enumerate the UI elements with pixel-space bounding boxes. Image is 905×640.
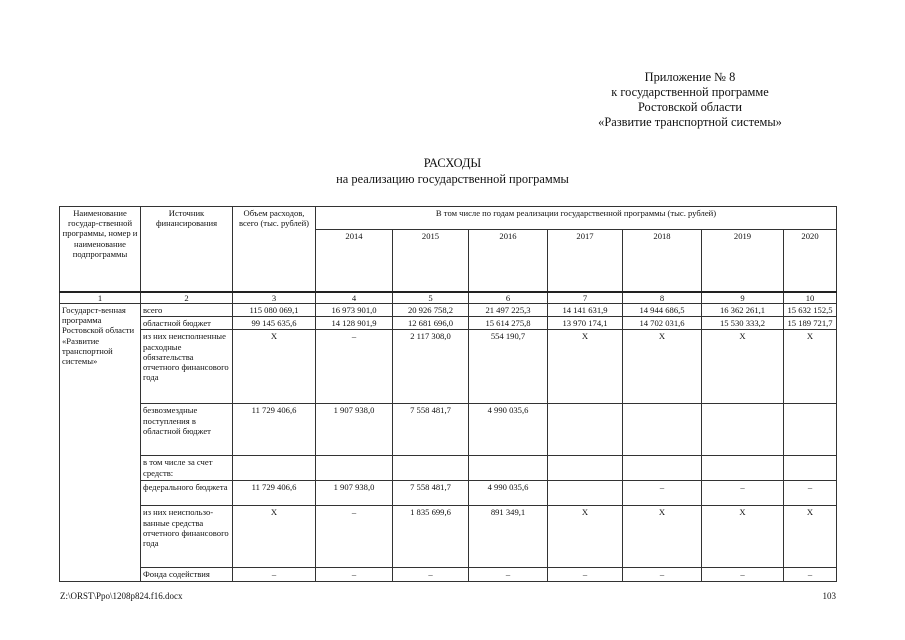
value-cell: 12 681 696,0 (393, 317, 469, 330)
value-cell: 99 145 635,6 (233, 317, 316, 330)
value-cell (393, 456, 469, 481)
table-row (60, 330, 837, 404)
value-cell: 15 632 152,5 (784, 304, 837, 317)
value-cell (623, 404, 702, 456)
value-cell (623, 456, 702, 481)
value-cell: – (702, 481, 784, 506)
value-cell: 11 729 406,6 (233, 481, 316, 506)
header-total: Объем расходов, всего (тыс. рублей) (233, 207, 316, 293)
value-cell: – (784, 568, 837, 581)
value-cell: X (702, 330, 784, 404)
value-cell (548, 404, 623, 456)
document-subtitle: на реализацию государственной программы (336, 172, 569, 186)
value-cell: X (623, 506, 702, 568)
value-cell: – (316, 506, 393, 568)
header-program-name: Наименование государ-ственной программы, номер и наименование подпрограммы (60, 207, 141, 293)
value-cell: X (548, 506, 623, 568)
footer-file-path: Z:\ORST\Ppo\1208p824.f16.docx (60, 591, 183, 601)
value-cell: 16 973 901,0 (316, 304, 393, 317)
value-cell: 4 990 035,6 (469, 481, 548, 506)
value-cell: 1 907 938,0 (316, 404, 393, 456)
appendix-header (550, 70, 830, 130)
value-cell: – (233, 568, 316, 581)
value-cell: – (393, 568, 469, 581)
header-year: 2019 (702, 230, 784, 293)
table-row (60, 481, 837, 506)
source-cell: из них неисполненные расходные обязательства отчетного финансового года (141, 330, 233, 404)
value-cell (702, 404, 784, 456)
header-years-group: В том числе по годам реализации государственной программы (тыс. рублей) (316, 207, 837, 230)
column-index: 7 (548, 292, 623, 304)
value-cell: 13 970 174,1 (548, 317, 623, 330)
value-cell (784, 404, 837, 456)
column-index: 5 (393, 292, 469, 304)
value-cell: X (233, 506, 316, 568)
value-cell: 15 614 275,8 (469, 317, 548, 330)
value-cell (784, 456, 837, 481)
appendix-line-4: «Развитие транспортной системы» (598, 115, 782, 129)
document-title: РАСХОДЫ (423, 156, 482, 170)
value-cell: – (469, 568, 548, 581)
value-cell: 15 530 333,2 (702, 317, 784, 330)
value-cell: 11 729 406,6 (233, 404, 316, 456)
header-year: 2018 (623, 230, 702, 293)
source-cell: безвозмездные поступления в областной бюджет (141, 404, 233, 456)
table-row (60, 506, 837, 568)
footer-page-number: 103 (822, 591, 836, 601)
value-cell (548, 481, 623, 506)
table-row (60, 568, 837, 581)
header-row-1 (60, 207, 837, 230)
value-cell (702, 456, 784, 481)
appendix-line-3: Ростовской области (637, 100, 743, 114)
column-index: 9 (702, 292, 784, 304)
value-cell: 1 907 938,0 (316, 481, 393, 506)
value-cell: 1 835 699,6 (393, 506, 469, 568)
column-index: 3 (233, 292, 316, 304)
value-cell (316, 456, 393, 481)
value-cell: X (623, 330, 702, 404)
header-year: 2016 (469, 230, 548, 293)
column-index: 2 (141, 292, 233, 304)
column-index: 1 (60, 292, 141, 304)
value-cell: 21 497 225,3 (469, 304, 548, 317)
source-cell: из них неиспользо-ванные средства отчетного финансового года (141, 506, 233, 568)
value-cell: – (316, 330, 393, 404)
value-cell: 14 944 686,5 (623, 304, 702, 317)
source-cell: федерального бюджета (141, 481, 233, 506)
program-name-cell: Государст-венная программа Ростовской области «Развитие транспортной системы» (60, 304, 141, 582)
column-index: 10 (784, 292, 837, 304)
value-cell: 14 702 031,6 (623, 317, 702, 330)
value-cell: 15 189 721,7 (784, 317, 837, 330)
value-cell: X (784, 506, 837, 568)
value-cell: X (548, 330, 623, 404)
value-cell: 115 080 069,1 (233, 304, 316, 317)
value-cell: – (702, 568, 784, 581)
value-cell: 14 128 901,9 (316, 317, 393, 330)
column-index: 4 (316, 292, 393, 304)
value-cell: 891 349,1 (469, 506, 548, 568)
value-cell: 7 558 481,7 (393, 481, 469, 506)
header-year: 2015 (393, 230, 469, 293)
value-cell: X (233, 330, 316, 404)
value-cell: 16 362 261,1 (702, 304, 784, 317)
expenses-table (59, 206, 837, 582)
value-cell (548, 456, 623, 481)
column-index-row (60, 292, 837, 304)
source-cell: Фонда содействия (141, 568, 233, 581)
value-cell: – (623, 568, 702, 581)
value-cell: – (548, 568, 623, 581)
header-year: 2020 (784, 230, 837, 293)
value-cell: – (623, 481, 702, 506)
header-year: 2014 (316, 230, 393, 293)
source-cell: областной бюджет (141, 317, 233, 330)
value-cell (469, 456, 548, 481)
value-cell: 14 141 631,9 (548, 304, 623, 317)
value-cell: X (702, 506, 784, 568)
table-row (60, 456, 837, 481)
table-row (60, 317, 837, 330)
column-index: 8 (623, 292, 702, 304)
table-row (60, 304, 837, 317)
header-source: Источник финансирования (141, 207, 233, 293)
source-cell: в том числе за счет средств: (141, 456, 233, 481)
table-row (60, 404, 837, 456)
source-cell: всего (141, 304, 233, 317)
value-cell: – (316, 568, 393, 581)
value-cell: 7 558 481,7 (393, 404, 469, 456)
value-cell: – (784, 481, 837, 506)
appendix-line-1: Приложение № 8 (644, 70, 736, 84)
column-index: 6 (469, 292, 548, 304)
value-cell: 554 190,7 (469, 330, 548, 404)
value-cell (233, 456, 316, 481)
value-cell: 20 926 758,2 (393, 304, 469, 317)
appendix-line-2: к государственной программе (611, 85, 769, 99)
header-year: 2017 (548, 230, 623, 293)
value-cell: 2 117 308,0 (393, 330, 469, 404)
value-cell: 4 990 035,6 (469, 404, 548, 456)
value-cell: X (784, 330, 837, 404)
